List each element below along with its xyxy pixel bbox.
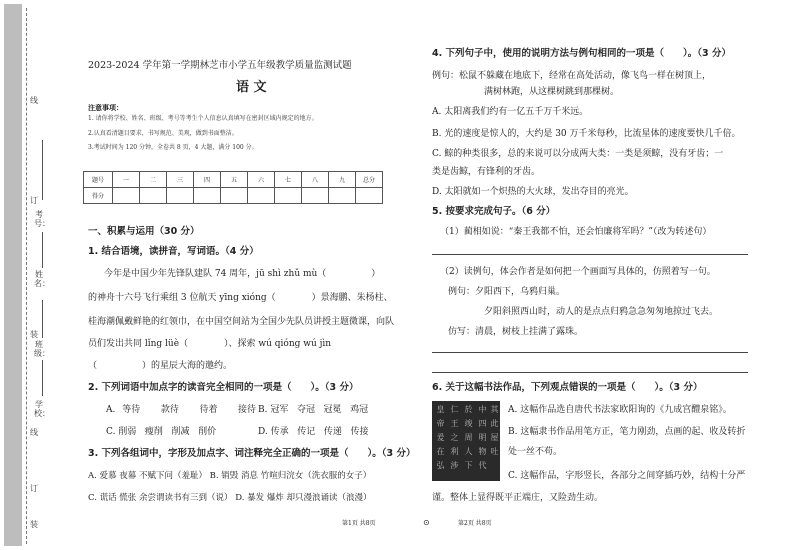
option-word: 鸡冠 [350,405,369,415]
q1-line: 今年是中国少年先锋队建队 74 周年，jū shì zhǔ mù（ ） [104,269,381,279]
score-input-cell[interactable] [140,188,167,204]
q5-title: 5. 按要求完成句子。（6 分） [432,206,556,217]
callig-char: 明 [478,433,487,442]
callig-char: 皇 [436,405,445,414]
calligraphy-image [432,401,500,481]
callig-char: 仁 [450,405,459,414]
score-input-cell[interactable] [194,188,221,204]
fold-center-mark: ⊙ [423,518,430,527]
binding-margin [0,0,52,550]
score-cell: 六 [248,172,275,188]
callig-char: 弘 [436,461,445,470]
cut-dashed-line [26,8,27,544]
option-word: 接待 [238,405,257,415]
q6-option-c-cont: 谨。整体上显得既平正端庄，又险劲生动。 [432,493,604,503]
q3-options-ab[interactable]: A. 爱慕 夜幕 不赋下问（羞耻） B. 销毁 消息 竹喧归浣女（洗衣服的女子） [88,471,372,481]
score-cell: 四 [194,172,221,188]
q2-title: 2. 下列词语中加点字的读音完全相同的一项是（ ）。（3 分） [88,382,359,393]
callig-char: 代 [478,461,487,470]
score-cell: 题号 [84,172,113,188]
answer-line[interactable] [432,352,748,353]
q6-option-b[interactable]: B. 这幅隶书作品用笔方正，笔力刚劲，点画的起、收及转折 [508,427,746,437]
callig-char: 吐 [490,447,499,456]
callig-char: 人 [464,447,473,456]
option-word: 冠冕 [323,405,342,415]
score-input-cell[interactable] [167,188,194,204]
option-word: 款待 [160,405,179,415]
callig-char: 涉 [450,461,459,470]
subject-title: 语 文 [236,80,267,95]
q2-option-a[interactable] [106,404,256,416]
q2-option-b[interactable] [258,404,368,416]
notice-item: 1. 请你将学校、姓名、班级、考号等考生个人信息认真填写在密封区域内规定的地方。 [88,115,318,122]
score-table [83,171,383,204]
callig-char: 之 [450,433,459,442]
score-input-cell[interactable] [329,188,356,204]
score-cell: 九 [329,172,356,188]
q4-option-a[interactable]: A. 太阳离我们约有一亿五千万千米远。 [432,107,589,117]
score-table-header-row [84,172,383,188]
q5-imitate: 仿写：清晨，树枝上挂满了露珠。 [448,327,584,337]
option-word: 传递 [323,427,342,437]
q4-option-c[interactable]: C. 鲸的种类很多，总的来说可以分成两大类：一类是须鲸，没有牙齿；一 [432,149,724,159]
exam-title: 2023-2024 学年第一学期林芝市小学五年级教学质量监测试题 [88,60,352,71]
cut-mark: 订 [30,196,38,205]
q6-option-c[interactable]: C. 这幅作品，字形竖长，各部分之间穿插巧妙，结构十分严 [508,471,746,481]
option-word: A. 等待 [106,405,141,415]
school-label: 学校： [34,400,50,418]
q4-line: 类是齿鲸，有锋利的牙齿。 [432,167,541,177]
callig-char: 其 [490,405,499,414]
callig-char: 四 [478,419,487,428]
score-cell: 七 [275,172,302,188]
answer-line[interactable] [432,254,748,255]
callig-char: 此 [490,419,499,428]
q1-line: 员们发出共同 lǐng lüè（ ）、探索 wú qióng wú jìn [88,339,332,349]
q2-option-d[interactable] [258,426,368,438]
exam-no-field[interactable] [42,140,43,200]
score-cell: 得分 [84,188,113,204]
q1-line: 桂海潮佩戴鲜艳的红领巾，在中国空间站为全国少先队员讲授主题微课，向队 [88,317,395,327]
callig-char: 屋 [490,433,499,442]
callig-char: 物 [478,447,487,456]
callig-char: 竣 [464,419,473,428]
callig-char: 在 [436,447,445,456]
score-table-score-row [84,188,383,204]
callig-char: 周 [464,433,473,442]
callig-char: 中 [478,405,487,414]
q5-item2: （2）读例句，体会作者是如何把一个画面写具体的，仿照着写一句。 [440,267,716,277]
score-cell: 五 [221,172,248,188]
score-cell: 总分 [356,172,383,188]
option-word: 削减 [171,427,190,437]
q4-title: 4. 下列句子中，使用的说明方法与例句相同的一项是（ ）。（3 分） [432,48,731,59]
binding-gray-bar [4,4,22,546]
notice-item: 2.认真看清题目要求，书写规范、美观，做到书面整洁。 [88,130,238,137]
option-word: D. 传承 [258,427,289,437]
q5-example: 例句：夕阳西下，乌鸦归巢。 [448,287,566,297]
page-number-left: 第1页 共8页 [342,520,376,527]
score-input-cell[interactable] [275,188,302,204]
option-word: C. 削弱 [106,427,137,437]
option-word: 传记 [297,427,316,437]
score-input-cell[interactable] [221,188,248,204]
q1-line: （ ）的星辰大海的邀约。 [88,361,233,371]
score-input-cell[interactable] [356,188,383,204]
cut-mark: 订 [30,484,38,493]
cut-mark: 线 [30,96,38,105]
page-number-right: 第2页 共8页 [458,520,492,527]
q3-options-cd[interactable]: C. 谎话 慌张 余尝谓读书有三到（说） D. 暴发 爆炸 却只漫浪诵读（浪漫） [88,493,372,503]
callig-char: 利 [450,447,459,456]
name-label: 姓名： [34,270,50,288]
score-input-cell[interactable] [302,188,329,204]
callig-char: 帝 [436,419,445,428]
option-word: 削价 [198,427,217,437]
q4-line: 例句：松鼠不躲藏在地底下，经常在高处活动，像飞鸟一样在树顶上， [432,71,712,81]
option-word: 夺冠 [296,405,315,415]
option-word: 待着 [199,405,218,415]
class-label: 班级： [34,340,50,358]
option-word: 瘦削 [144,427,163,437]
callig-char: 下 [464,461,473,470]
section-heading: 一、积累与运用（30 分） [88,226,200,237]
q5-item1: （1）蔺相如说：“秦王我都不怕，还会怕廉将军吗？”（改为转述句） [440,227,712,237]
cut-mark: 装 [30,330,38,339]
q6-title: 6. 关于这幅书法作品，下列观点错误的一项是（ ）。（3 分） [432,382,703,393]
q4-line: 满树林跑，从这棵树跳到那棵树。 [484,87,620,97]
score-cell: 一 [113,172,140,188]
score-input-cell[interactable] [113,188,140,204]
q4-option-b[interactable]: B. 光的速度是惊人的，大约是 30 万千米每秒，比流星体的速度要快几千倍。 [432,129,741,139]
option-word: B. 冠军 [258,405,289,415]
name-field[interactable] [42,232,43,268]
q6-option-b-cont: 处一丝不苟。 [508,447,563,457]
q2-option-c[interactable] [106,426,216,438]
q1-line: 的神舟十六号飞行乘组 3 位航天 yīng xióng（ ）景海鹏、朱杨柱、 [88,293,393,303]
q1-title: 1. 结合语境，读拼音，写词语。（4 分） [88,246,259,257]
cut-mark: 线 [30,428,38,437]
callig-char: 於 [464,405,473,414]
cut-mark: 装 [30,520,38,529]
score-cell: 八 [302,172,329,188]
notice-heading: 注意事项： [88,104,123,112]
callig-char: 爰 [436,433,445,442]
callig-char: 王 [450,419,459,428]
score-cell: 三 [167,172,194,188]
score-cell: 二 [140,172,167,188]
q3-title: 3. 下列各组词中，字形及加点字、词注释完全正确的一项是（ ）。（3 分） [88,448,416,459]
answer-line[interactable] [432,372,748,373]
notice-item: 3.考试时间为 120 分钟，全卷共 8 页，4 大题，满分 100 分。 [88,144,258,151]
school-field[interactable] [42,360,43,396]
q6-option-a[interactable]: A. 这幅作品选自唐代书法家欧阳询的《九成宫醴泉铭》。 [508,405,732,415]
class-field[interactable] [42,300,43,338]
option-word: 传接 [350,427,369,437]
exam-no-label: 考号： [34,210,50,228]
q4-option-d[interactable]: D. 太阳就如一个炽热的大火球，发出夺目的亮光。 [432,187,634,197]
q5-example-text: 夕阳斜照西山时，动人的是点点归鸦急急匆匆地掠过飞去。 [484,307,719,317]
score-input-cell[interactable] [248,188,275,204]
